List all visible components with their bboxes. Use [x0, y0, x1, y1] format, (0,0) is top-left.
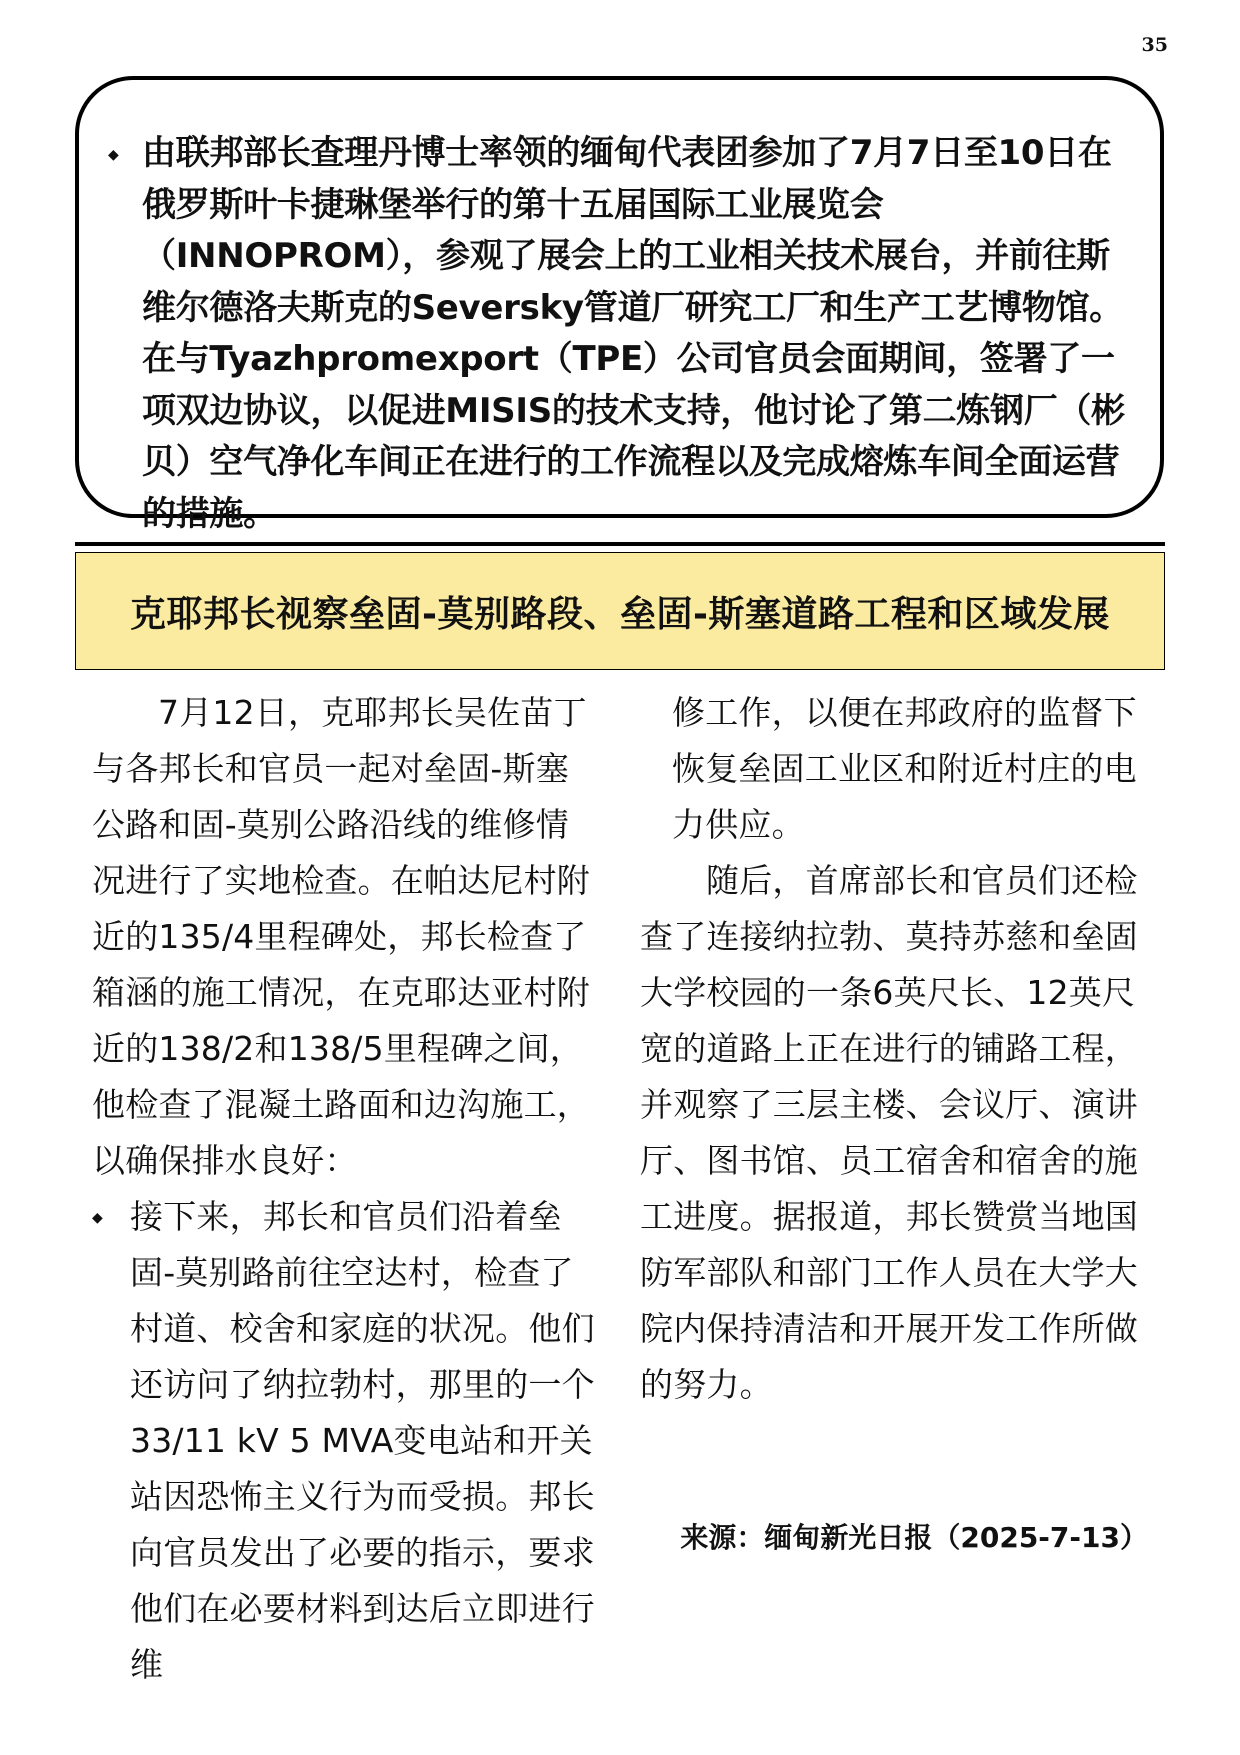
article-paragraph-2: 随后，首席部长和官员们还检查了连接纳拉勃、莫持苏慈和垒固大学校园的一条6英尺长、12英尺宽的道路上正在进行的铺路工程，并观察了三层主楼、会议厅、演讲厅、图书馆、员工宿舍和宿舍的施工进度。据报道，邦长赞赏当地国防军部队和部门工作人员在大学大院内保持清洁和开展开发工作所做的努力。 [640, 861, 1138, 1404]
article-left-column [92, 685, 602, 1693]
article-title: 克耶邦长视察垒固-莫别路段、垒固-斯塞道路工程和区域发展 [130, 593, 1110, 635]
diamond-bullet-icon: ◆ [92, 1210, 103, 1226]
summary-text: 由联邦部长查理丹博士率领的缅甸代表团参加了7月7日至10日在俄罗斯叶卡捷琳堡举行的第十五届国际工业展览会（INNOPROM），参观了展会上的工业相关技术展台，并前往斯维尔德洛夫斯克的Seversky管道厂研究工厂和生产工艺博物馆。在与Tyazhpromexport（TPE）公司官员会面期间，签署了一项双边协议，以促进MISIS的技术支持，他讨论了第二炼钢厂（彬贝）空气净化车间正在进行的工作流程以及完成熔炼车间全面运营的措施。 [142, 133, 1125, 534]
article-paragraph-1: 7月12日，克耶邦长吴佐苗丁与各邦长和官员一起对垒固-斯塞公路和固-莫别公路沿线的维修情况进行了实地检查。在帕达尼村附近的135/4里程碑处，邦长检查了箱涵的施工情况，在克耶达亚村附近的138/2和138/5里程碑之间，他检查了混凝土路面和边沟施工，以确保排水良好： [92, 693, 590, 1180]
article-bullet-text: 接下来，邦长和官员们沿着垒固-莫别路前往空达村，检查了村道、校舍和家庭的状况。他们还访问了纳拉勃村，那里的一个33/11 kV 5 MVA变电站和开关站因恐怖主义行为而受损。邦长向官员发出了必要的指示，要求他们在必要材料到达后立即进行维 [130, 1197, 595, 1684]
page-number: 35 [1141, 34, 1168, 56]
article-right-column [640, 685, 1148, 1413]
article-source: 来源：缅甸新光日报（2025-7-13） [680, 1521, 1148, 1554]
diamond-bullet-icon: ◆ [108, 147, 119, 163]
article-title-banner [75, 552, 1165, 670]
section-divider [75, 542, 1165, 546]
article-bullet-item [92, 1189, 602, 1693]
article-bullet-continuation: 修工作，以便在邦政府的监督下恢复垒固工业区和附近村庄的电力供应。 [672, 693, 1137, 844]
